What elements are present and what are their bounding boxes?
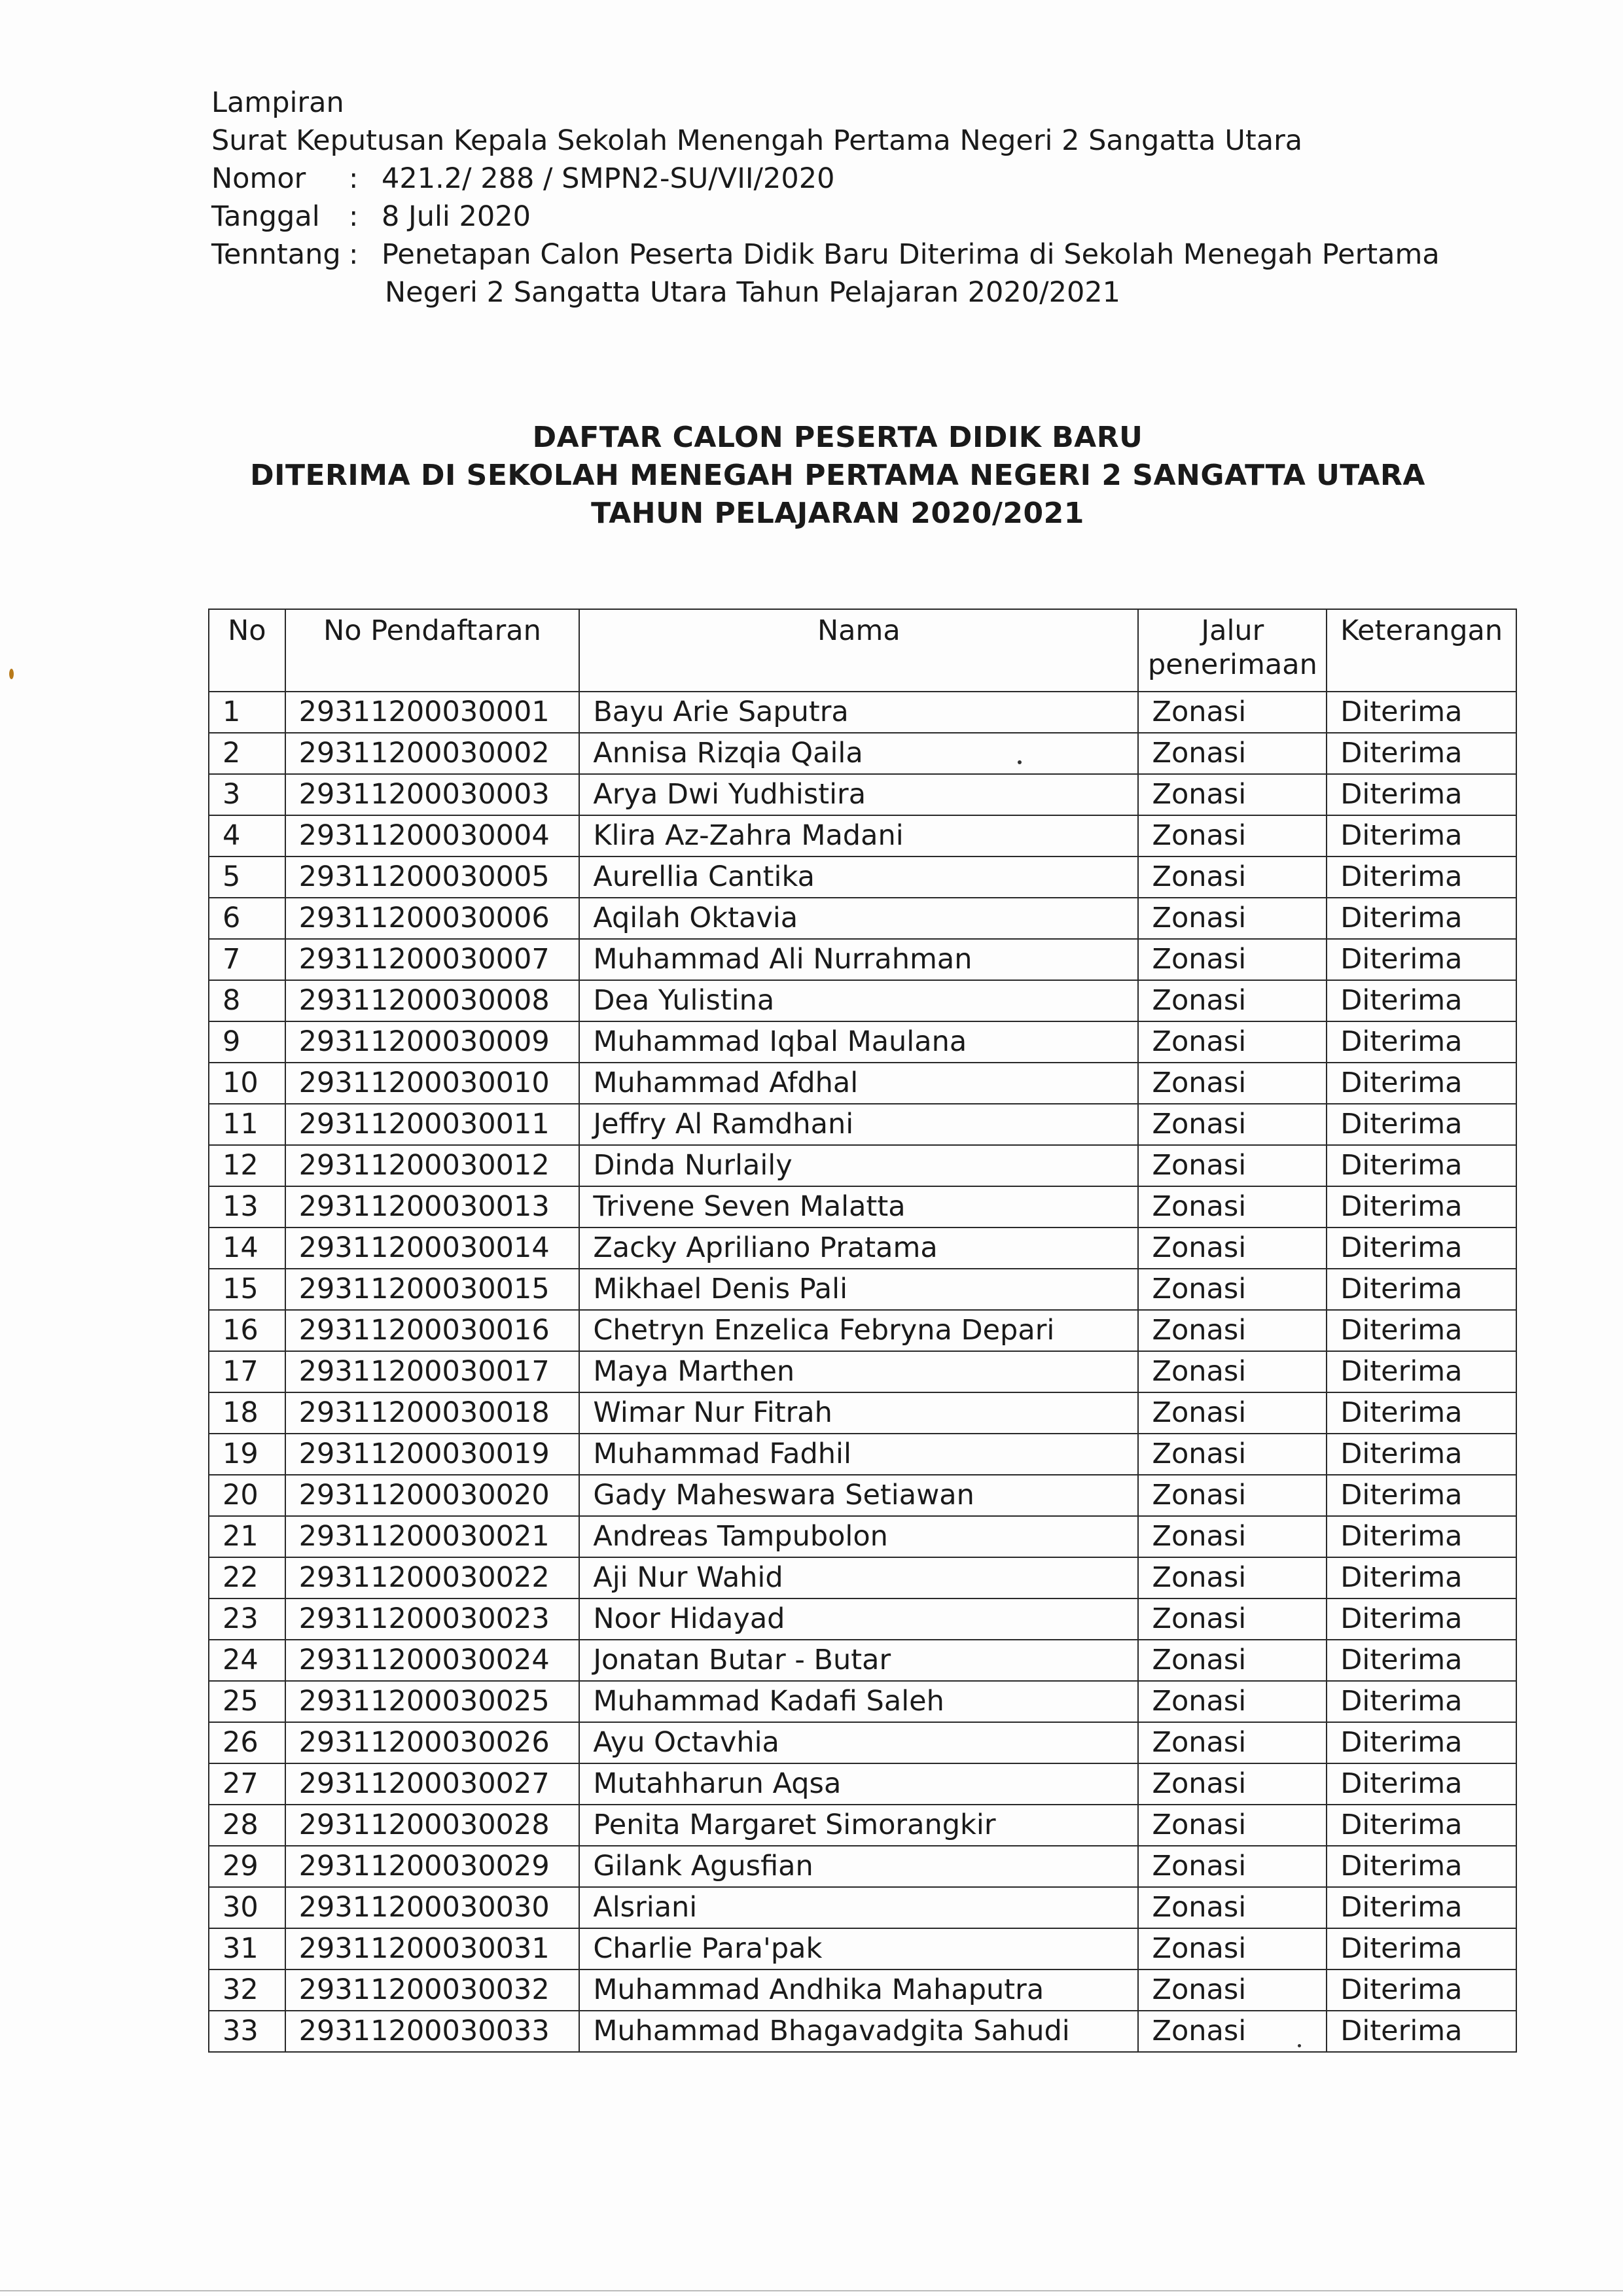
cell-registration-number: 29311200030024 <box>285 1640 580 1681</box>
cell-admission-path: Zonasi <box>1138 1186 1327 1227</box>
cell-name: Gady Maheswara Setiawan <box>579 1475 1138 1516</box>
table-row <box>209 774 1516 815</box>
cell-admission-path: Zonasi <box>1138 1763 1327 1805</box>
cell-remarks: Diterima <box>1327 1969 1516 2011</box>
cell-registration-number: 29311200030010 <box>285 1063 580 1104</box>
cell-admission-path: Zonasi <box>1138 1887 1327 1928</box>
table-row <box>209 1104 1516 1145</box>
cell-admission-path: Zonasi <box>1138 1557 1327 1598</box>
table-row <box>209 1969 1516 2011</box>
table-row <box>209 980 1516 1021</box>
cell-admission-path: Zonasi <box>1138 1021 1327 1063</box>
cell-no: 23 <box>209 1598 285 1640</box>
cell-no: 2 <box>209 733 285 774</box>
cell-admission-path: Zonasi <box>1138 1269 1327 1310</box>
cell-name: Jonatan Butar - Butar <box>579 1640 1138 1681</box>
table-header-row <box>209 609 1516 692</box>
cell-no: 20 <box>209 1475 285 1516</box>
cell-no: 31 <box>209 1928 285 1969</box>
cell-name: Klira Az-Zahra Madani <box>579 815 1138 857</box>
cell-admission-path: Zonasi <box>1138 1722 1327 1763</box>
cell-no: 27 <box>209 1763 285 1805</box>
title-line-1: DAFTAR CALON PESERTA DIDIK BARU <box>532 421 1143 454</box>
cell-registration-number: 29311200030005 <box>285 857 580 898</box>
cell-remarks: Diterima <box>1327 1846 1516 1887</box>
table-row <box>209 1557 1516 1598</box>
cell-remarks: Diterima <box>1327 1887 1516 1928</box>
cell-admission-path: Zonasi <box>1138 1928 1327 1969</box>
table-row <box>209 1351 1516 1392</box>
scan-speck <box>1298 2044 1301 2047</box>
cell-no: 10 <box>209 1063 285 1104</box>
cell-no: 32 <box>209 1969 285 2011</box>
cell-remarks: Diterima <box>1327 1434 1516 1475</box>
cell-admission-path: Zonasi <box>1138 1805 1327 1846</box>
table-row <box>209 1186 1516 1227</box>
cell-admission-path: Zonasi <box>1138 1681 1327 1722</box>
table-row <box>209 1722 1516 1763</box>
cell-registration-number: 29311200030013 <box>285 1186 580 1227</box>
cell-remarks: Diterima <box>1327 1928 1516 1969</box>
cell-name: Aurellia Cantika <box>579 857 1138 898</box>
cell-no: 14 <box>209 1227 285 1269</box>
cell-admission-path: Zonasi <box>1138 1392 1327 1434</box>
cell-name: Annisa Rizqia Qaila <box>579 733 1138 774</box>
table-row <box>209 1021 1516 1063</box>
cell-name: Dinda Nurlaily <box>579 1145 1138 1186</box>
number-row: Nomor : 421.2/ 288 / SMPN2-SU/VII/2020 <box>211 162 835 195</box>
cell-registration-number: 29311200030029 <box>285 1846 580 1887</box>
cell-name: Chetryn Enzelica Febryna Depari <box>579 1310 1138 1351</box>
cell-remarks: Diterima <box>1327 815 1516 857</box>
scan-edge <box>0 2290 1623 2291</box>
cell-name: Zacky Apriliano Pratama <box>579 1227 1138 1269</box>
table-row <box>209 1763 1516 1805</box>
column-header-no: No <box>209 609 285 692</box>
cell-admission-path: Zonasi <box>1138 1104 1327 1145</box>
scan-speck <box>9 669 14 679</box>
decree-title: Surat Keputusan Kepala Sekolah Menengah Pertama Negeri 2 Sangatta Utara <box>211 124 1303 157</box>
cell-registration-number: 29311200030008 <box>285 980 580 1021</box>
cell-remarks: Diterima <box>1327 1021 1516 1063</box>
cell-name: Wimar Nur Fitrah <box>579 1392 1138 1434</box>
column-header-remarks: Keterangan <box>1327 609 1516 692</box>
cell-name: Mikhael Denis Pali <box>579 1269 1138 1310</box>
cell-name: Noor Hidayad <box>579 1598 1138 1640</box>
table-row <box>209 898 1516 939</box>
cell-admission-path: Zonasi <box>1138 1310 1327 1351</box>
table-row <box>209 1928 1516 1969</box>
accepted-students-table <box>208 609 1517 2053</box>
cell-remarks: Diterima <box>1327 1516 1516 1557</box>
cell-name: Dea Yulistina <box>579 980 1138 1021</box>
cell-no: 13 <box>209 1186 285 1227</box>
cell-admission-path: Zonasi <box>1138 1846 1327 1887</box>
cell-name: Alsriani <box>579 1887 1138 1928</box>
attachment-header <box>211 84 1440 311</box>
cell-name: Muhammad Fadhil <box>579 1434 1138 1475</box>
cell-admission-path: Zonasi <box>1138 898 1327 939</box>
subject-row: Tenntang : Penetapan Calon Peserta Didik Baru Diterima di Sekolah Menegah Pertama <box>211 238 1440 271</box>
cell-registration-number: 29311200030021 <box>285 1516 580 1557</box>
cell-admission-path: Zonasi <box>1138 692 1327 733</box>
title-line-2: DITERIMA DI SEKOLAH MENEGAH PERTAMA NEGERI 2 SANGATTA UTARA <box>250 459 1425 492</box>
cell-remarks: Diterima <box>1327 692 1516 733</box>
cell-no: 3 <box>209 774 285 815</box>
cell-registration-number: 29311200030023 <box>285 1598 580 1640</box>
cell-remarks: Diterima <box>1327 1063 1516 1104</box>
attachment-label: Lampiran <box>211 86 344 119</box>
cell-no: 33 <box>209 2011 285 2052</box>
cell-no: 17 <box>209 1351 285 1392</box>
table-row <box>209 857 1516 898</box>
table-row <box>209 1887 1516 1928</box>
cell-name: Mutahharun Aqsa <box>579 1763 1138 1805</box>
cell-registration-number: 29311200030018 <box>285 1392 580 1434</box>
cell-no: 25 <box>209 1681 285 1722</box>
table-row <box>209 815 1516 857</box>
cell-registration-number: 29311200030011 <box>285 1104 580 1145</box>
cell-admission-path: Zonasi <box>1138 939 1327 980</box>
table-row <box>209 1392 1516 1434</box>
cell-admission-path: Zonasi <box>1138 857 1327 898</box>
cell-admission-path: Zonasi <box>1138 1351 1327 1392</box>
cell-name: Trivene Seven Malatta <box>579 1186 1138 1227</box>
cell-remarks: Diterima <box>1327 1557 1516 1598</box>
cell-no: 6 <box>209 898 285 939</box>
cell-no: 24 <box>209 1640 285 1681</box>
cell-remarks: Diterima <box>1327 1104 1516 1145</box>
cell-name: Penita Margaret Simorangkir <box>579 1805 1138 1846</box>
cell-registration-number: 29311200030015 <box>285 1269 580 1310</box>
cell-registration-number: 29311200030017 <box>285 1351 580 1392</box>
title-line-3: TAHUN PELAJARAN 2020/2021 <box>591 497 1084 530</box>
cell-remarks: Diterima <box>1327 898 1516 939</box>
table-row <box>209 939 1516 980</box>
cell-name: Muhammad Kadafi Saleh <box>579 1681 1138 1722</box>
cell-registration-number: 29311200030033 <box>285 2011 580 2052</box>
cell-no: 28 <box>209 1805 285 1846</box>
cell-admission-path: Zonasi <box>1138 733 1327 774</box>
table-row <box>209 1516 1516 1557</box>
cell-registration-number: 29311200030004 <box>285 815 580 857</box>
cell-registration-number: 29311200030014 <box>285 1227 580 1269</box>
cell-registration-number: 29311200030016 <box>285 1310 580 1351</box>
cell-registration-number: 29311200030026 <box>285 1722 580 1763</box>
cell-registration-number: 29311200030020 <box>285 1475 580 1516</box>
cell-name: Aji Nur Wahid <box>579 1557 1138 1598</box>
cell-admission-path: Zonasi <box>1138 1475 1327 1516</box>
cell-admission-path: Zonasi <box>1138 1227 1327 1269</box>
cell-name: Muhammad Afdhal <box>579 1063 1138 1104</box>
table-row <box>209 1145 1516 1186</box>
cell-name: Muhammad Iqbal Maulana <box>579 1021 1138 1063</box>
table-body <box>209 692 1516 2052</box>
cell-remarks: Diterima <box>1327 1805 1516 1846</box>
cell-admission-path: Zonasi <box>1138 2011 1327 2052</box>
cell-remarks: Diterima <box>1327 1351 1516 1392</box>
cell-remarks: Diterima <box>1327 1186 1516 1227</box>
date-row: Tanggal : 8 Juli 2020 <box>211 200 531 233</box>
cell-remarks: Diterima <box>1327 1269 1516 1310</box>
table-row <box>209 1310 1516 1351</box>
cell-no: 15 <box>209 1269 285 1310</box>
table-row <box>209 1640 1516 1681</box>
cell-remarks: Diterima <box>1327 733 1516 774</box>
cell-no: 8 <box>209 980 285 1021</box>
cell-no: 12 <box>209 1145 285 1186</box>
cell-no: 1 <box>209 692 285 733</box>
column-header-registration: No Pendaftaran <box>285 609 580 692</box>
cell-name: Gilank Agusfian <box>579 1846 1138 1887</box>
cell-remarks: Diterima <box>1327 1475 1516 1516</box>
cell-registration-number: 29311200030022 <box>285 1557 580 1598</box>
cell-remarks: Diterima <box>1327 939 1516 980</box>
cell-remarks: Diterima <box>1327 1392 1516 1434</box>
table-row <box>209 733 1516 774</box>
cell-no: 16 <box>209 1310 285 1351</box>
cell-remarks: Diterima <box>1327 1681 1516 1722</box>
table-row <box>209 1269 1516 1310</box>
cell-no: 29 <box>209 1846 285 1887</box>
cell-name: Muhammad Andhika Mahaputra <box>579 1969 1138 2011</box>
cell-registration-number: 29311200030027 <box>285 1763 580 1805</box>
subject-continuation: Negeri 2 Sangatta Utara Tahun Pelajaran 2020/2021 <box>385 276 1121 309</box>
cell-registration-number: 29311200030012 <box>285 1145 580 1186</box>
cell-registration-number: 29311200030028 <box>285 1805 580 1846</box>
cell-registration-number: 29311200030019 <box>285 1434 580 1475</box>
cell-registration-number: 29311200030006 <box>285 898 580 939</box>
table-row <box>209 1681 1516 1722</box>
cell-name: Muhammad Bhagavadgita Sahudi <box>579 2011 1138 2052</box>
cell-admission-path: Zonasi <box>1138 1640 1327 1681</box>
table-row <box>209 1063 1516 1104</box>
cell-remarks: Diterima <box>1327 1145 1516 1186</box>
cell-admission-path: Zonasi <box>1138 1598 1327 1640</box>
cell-registration-number: 29311200030031 <box>285 1928 580 1969</box>
cell-remarks: Diterima <box>1327 1763 1516 1805</box>
cell-admission-path: Zonasi <box>1138 1516 1327 1557</box>
cell-name: Jeffry Al Ramdhani <box>579 1104 1138 1145</box>
table-row <box>209 1227 1516 1269</box>
cell-registration-number: 29311200030030 <box>285 1887 580 1928</box>
table-row <box>209 1846 1516 1887</box>
cell-no: 18 <box>209 1392 285 1434</box>
cell-remarks: Diterima <box>1327 1310 1516 1351</box>
cell-admission-path: Zonasi <box>1138 1969 1327 2011</box>
cell-no: 22 <box>209 1557 285 1598</box>
cell-admission-path: Zonasi <box>1138 1063 1327 1104</box>
cell-name: Andreas Tampubolon <box>579 1516 1138 1557</box>
table-row <box>209 1475 1516 1516</box>
cell-name: Aqilah Oktavia <box>579 898 1138 939</box>
cell-no: 7 <box>209 939 285 980</box>
cell-registration-number: 29311200030001 <box>285 692 580 733</box>
cell-name: Charlie Para'pak <box>579 1928 1138 1969</box>
cell-no: 9 <box>209 1021 285 1063</box>
scan-speck <box>1018 760 1022 764</box>
cell-registration-number: 29311200030009 <box>285 1021 580 1063</box>
cell-no: 11 <box>209 1104 285 1145</box>
cell-remarks: Diterima <box>1327 1722 1516 1763</box>
cell-remarks: Diterima <box>1327 857 1516 898</box>
cell-remarks: Diterima <box>1327 980 1516 1021</box>
cell-remarks: Diterima <box>1327 1227 1516 1269</box>
cell-name: Arya Dwi Yudhistira <box>579 774 1138 815</box>
cell-no: 30 <box>209 1887 285 1928</box>
cell-name: Muhammad Ali Nurrahman <box>579 939 1138 980</box>
cell-admission-path: Zonasi <box>1138 1145 1327 1186</box>
cell-admission-path: Zonasi <box>1138 1434 1327 1475</box>
cell-remarks: Diterima <box>1327 774 1516 815</box>
column-header-name: Nama <box>579 609 1138 692</box>
cell-remarks: Diterima <box>1327 2011 1516 2052</box>
cell-registration-number: 29311200030007 <box>285 939 580 980</box>
cell-remarks: Diterima <box>1327 1598 1516 1640</box>
table-row <box>209 2011 1516 2052</box>
cell-no: 4 <box>209 815 285 857</box>
cell-registration-number: 29311200030032 <box>285 1969 580 2011</box>
cell-no: 5 <box>209 857 285 898</box>
table-row <box>209 1434 1516 1475</box>
table-row <box>209 1598 1516 1640</box>
cell-registration-number: 29311200030002 <box>285 733 580 774</box>
cell-name: Maya Marthen <box>579 1351 1138 1392</box>
cell-registration-number: 29311200030003 <box>285 774 580 815</box>
table-row <box>209 692 1516 733</box>
cell-remarks: Diterima <box>1327 1640 1516 1681</box>
cell-no: 26 <box>209 1722 285 1763</box>
cell-admission-path: Zonasi <box>1138 815 1327 857</box>
column-header-path: Jalur penerimaan <box>1138 609 1327 692</box>
cell-admission-path: Zonasi <box>1138 774 1327 815</box>
document-title <box>0 419 1623 533</box>
cell-registration-number: 29311200030025 <box>285 1681 580 1722</box>
cell-name: Ayu Octavhia <box>579 1722 1138 1763</box>
table-row <box>209 1805 1516 1846</box>
cell-admission-path: Zonasi <box>1138 980 1327 1021</box>
cell-no: 19 <box>209 1434 285 1475</box>
cell-no: 21 <box>209 1516 285 1557</box>
cell-name: Bayu Arie Saputra <box>579 692 1138 733</box>
